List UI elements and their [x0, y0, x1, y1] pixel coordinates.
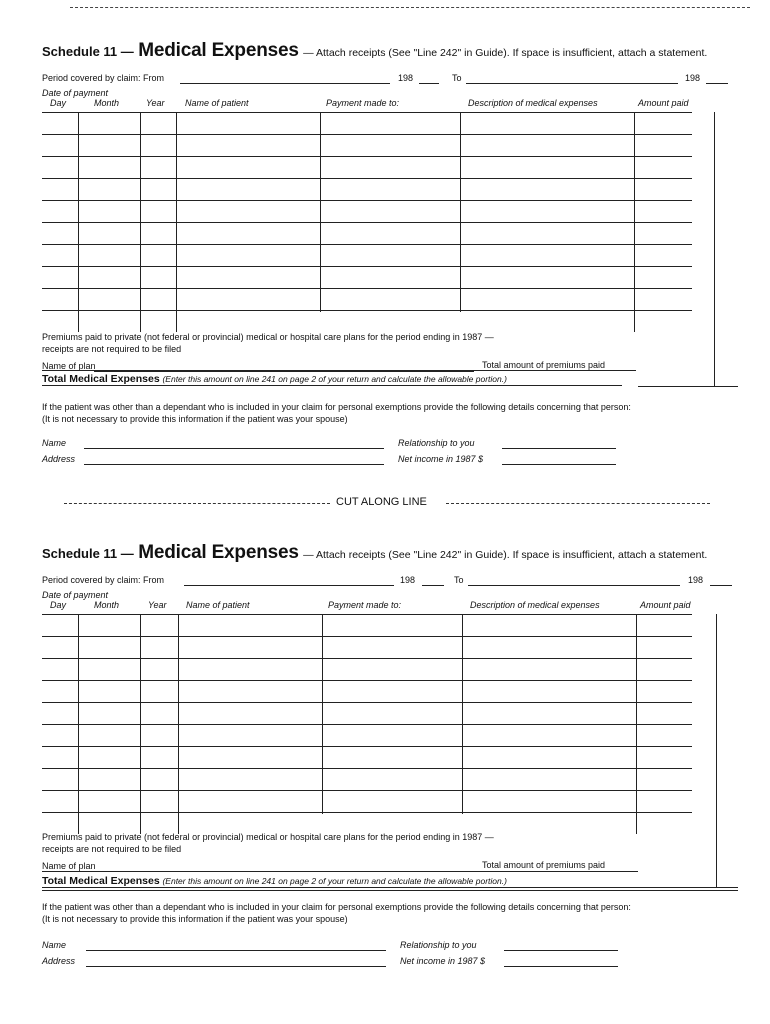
address-field[interactable]: [84, 464, 384, 465]
dependant-line-1: If the patient was other than a dependant who is included in your claim for personal exemptions provide the following details concerning that person:: [42, 902, 631, 912]
name-label: Name: [42, 438, 67, 448]
total-note: (Enter this amount on line 241 on page 2 of your return and calculate the allowable portion.): [162, 876, 507, 886]
total-label: Total Medical Expenses: [42, 875, 160, 887]
net-income-label: Net income in 1987 $: [400, 956, 486, 966]
period-from-year-field[interactable]: [419, 83, 439, 84]
dependant-line-2: (It is not necessary to provide this information if the patient was your spouse): [42, 914, 348, 924]
expense-table[interactable]: [42, 112, 742, 332]
date-of-payment-label: Date of payment: [42, 88, 109, 98]
col-amount: Amount paid: [640, 600, 691, 610]
col-description: Description of medical expenses: [470, 600, 600, 610]
expense-table[interactable]: [42, 614, 742, 834]
name-of-plan-field[interactable]: [94, 371, 474, 372]
schedule-heading: [42, 542, 707, 564]
period-row: [42, 73, 742, 87]
net-income-field[interactable]: [502, 464, 616, 465]
to-label: To: [454, 575, 464, 585]
col-payment-to: Payment made to:: [326, 98, 400, 108]
year-prefix: 198: [400, 575, 416, 585]
schedule-note: — Attach receipts (See "Line 242" in Guide). If space is insufficient, attach a statement.: [303, 47, 708, 59]
col-payment-to: Payment made to:: [328, 600, 402, 610]
to-label: To: [452, 73, 462, 83]
net-income-label: Net income in 1987 $: [398, 454, 484, 464]
relationship-label: Relationship to you: [400, 940, 477, 950]
relationship-label: Relationship to you: [398, 438, 475, 448]
date-of-payment-label: Date of payment: [42, 590, 109, 600]
col-year: Year: [146, 98, 165, 108]
relationship-field[interactable]: [502, 448, 616, 449]
total-amount-field[interactable]: [638, 386, 738, 387]
schedule-heading: [42, 40, 707, 62]
dependant-line-2: (It is not necessary to provide this information if the patient was your spouse): [42, 414, 348, 424]
period-to-field[interactable]: [468, 585, 680, 586]
total-premiums-label: Total amount of premiums paid: [482, 360, 606, 370]
relationship-field[interactable]: [504, 950, 618, 951]
premiums-line-1: Premiums paid to private (not federal or provincial) medical or hospital care plans for the period ending in 1987 —: [42, 332, 494, 342]
col-patient: Name of patient: [186, 600, 250, 610]
total-premiums-label: Total amount of premiums paid: [482, 860, 606, 870]
col-month: Month: [94, 600, 120, 610]
premiums-line-2: receipts are not required to be filed: [42, 344, 182, 354]
period-from-year-field[interactable]: [422, 585, 444, 586]
name-field[interactable]: [86, 950, 386, 951]
cut-along-line: [64, 496, 710, 510]
col-year: Year: [148, 600, 167, 610]
col-description: Description of medical expenses: [468, 98, 598, 108]
total-medical-expenses: [42, 373, 507, 385]
col-patient: Name of patient: [185, 98, 249, 108]
address-label: Address: [42, 454, 76, 464]
period-label: Period covered by claim: From: [42, 575, 165, 585]
col-day: Day: [50, 98, 67, 108]
address-label: Address: [42, 956, 76, 966]
period-label: Period covered by claim: From: [42, 73, 165, 83]
year-prefix: 198: [398, 73, 414, 83]
schedule-number: Schedule 11 —: [42, 546, 134, 561]
schedule-title: Medical Expenses: [138, 40, 299, 61]
col-month: Month: [94, 98, 120, 108]
net-income-field[interactable]: [504, 966, 618, 967]
top-edge-line: [70, 7, 750, 8]
period-to-year-field[interactable]: [710, 585, 732, 586]
schedule-11-upper: [42, 40, 742, 510]
total-note: (Enter this amount on line 241 on page 2 of your return and calculate the allowable portion.): [162, 374, 507, 384]
name-of-plan-label: Name of plan: [42, 861, 96, 871]
cut-line-text: CUT ALONG LINE: [332, 496, 431, 508]
total-medical-expenses: [42, 875, 507, 887]
col-amount: Amount paid: [638, 98, 689, 108]
dependant-line-1: If the patient was other than a dependant who is included in your claim for personal exemptions provide the following details concerning that person:: [42, 402, 631, 412]
premiums-line-2: receipts are not required to be filed: [42, 844, 182, 854]
name-label: Name: [42, 940, 67, 950]
address-field[interactable]: [86, 966, 386, 967]
schedule-11-lower: [42, 542, 742, 1012]
premiums-line-1: Premiums paid to private (not federal or provincial) medical or hospital care plans for the period ending in 1987 —: [42, 832, 494, 842]
period-from-field[interactable]: [180, 83, 390, 84]
name-field[interactable]: [84, 448, 384, 449]
schedule-note: — Attach receipts (See "Line 242" in Guide). If space is insufficient, attach a statement.: [303, 549, 708, 561]
schedule-number: Schedule 11 —: [42, 44, 134, 59]
period-to-field[interactable]: [466, 83, 678, 84]
period-from-field[interactable]: [184, 585, 394, 586]
year-prefix: 198: [688, 575, 704, 585]
schedule-title: Medical Expenses: [138, 542, 299, 563]
period-to-year-field[interactable]: [706, 83, 728, 84]
col-day: Day: [50, 600, 67, 610]
period-row: [42, 575, 742, 589]
total-label: Total Medical Expenses: [42, 373, 160, 385]
name-of-plan-label: Name of plan: [42, 361, 96, 371]
year-prefix: 198: [685, 73, 701, 83]
